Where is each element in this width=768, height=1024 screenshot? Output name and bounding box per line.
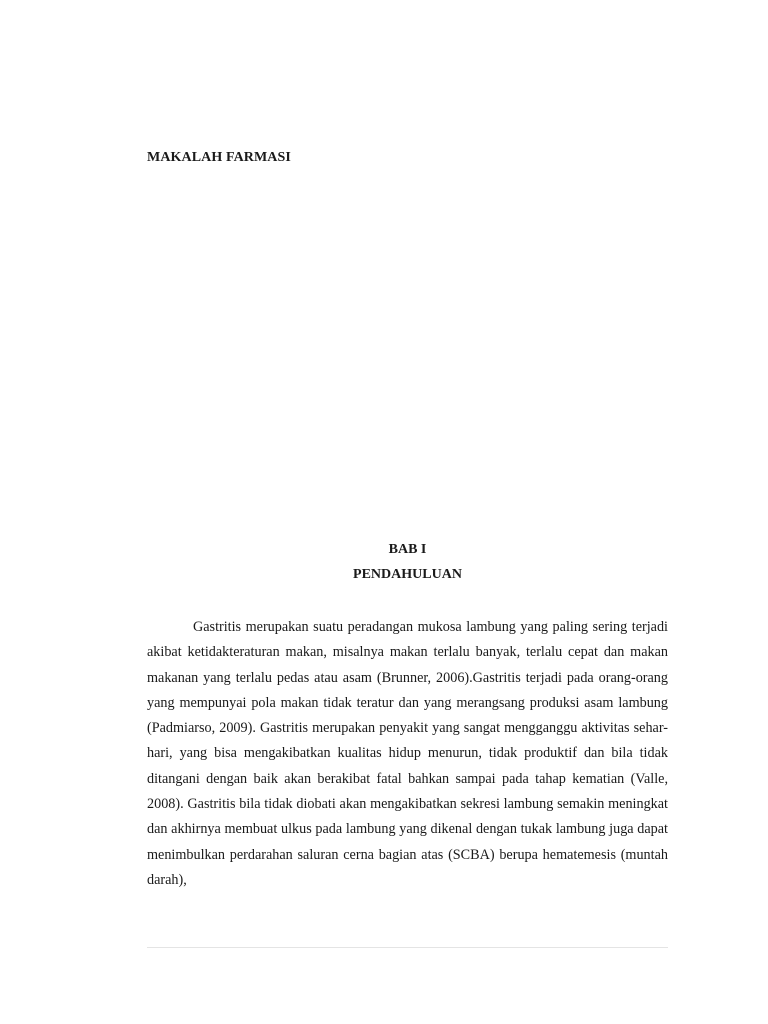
- body-paragraph: Gastritis merupakan suatu peradangan mukosa lambung yang paling sering terjadi akibat ketidakteraturan makan, misalnya makan terlalu banyak, terlalu cepat dan makan makanan yang terlalu pedas atau asam (Brunner, 2006).Gastritis terjadi pada orang-orang yang mempunyai pola makan tidak teratur dan yang merangsang produksi asam lambung (Padmiarso, 2009). Gastritis merupakan penyakit yang sangat mengganggu aktivitas sehar-hari, yang bisa mengakibatkan kualitas hidup menurun, tidak produktif dan bila tidak ditangani dengan baik akan berakibat fatal bahkan sampai pada tahap kematian (Valle, 2008). Gastritis bila tidak diobati akan mengakibatkan sekresi lambung semakin meningkat dan akhirnya membuat ulkus pada lambung yang dikenal dengan tukak lambung juga dapat menimbulkan perdarahan saluran cerna bagian atas (SCBA) berupa hematemesis (muntah darah),: [147, 619, 668, 888]
- chapter-number: BAB I: [388, 542, 427, 557]
- page-footer-divider: [147, 947, 668, 948]
- chapter-title: PENDAHULUAN: [353, 567, 462, 582]
- document-title: MAKALAH FARMASI: [147, 150, 291, 165]
